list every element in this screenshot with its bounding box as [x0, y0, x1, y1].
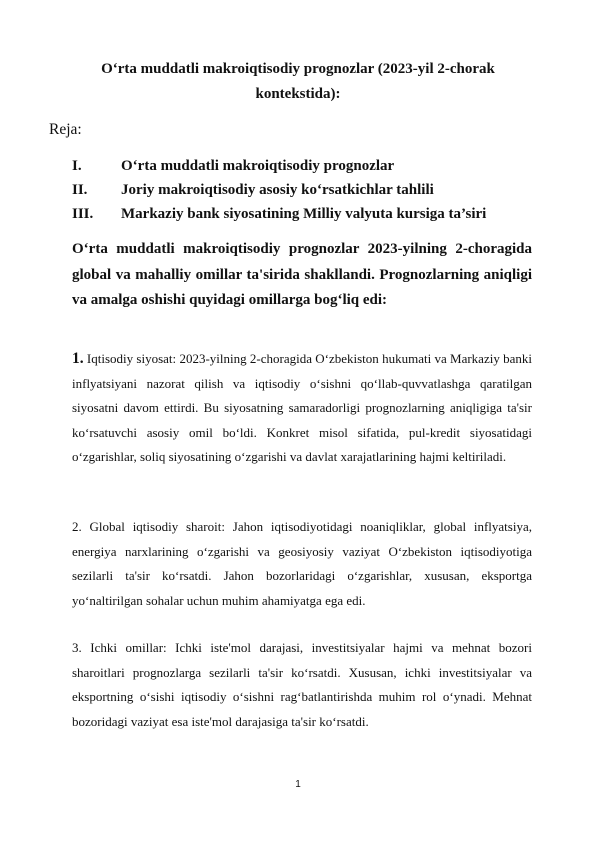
body-paragraph — [72, 347, 532, 470]
body-paragraph — [72, 636, 532, 734]
paragraph-number: 1. — [72, 350, 84, 367]
plan-item-number: II. — [72, 182, 88, 198]
body-paragraph — [72, 515, 532, 613]
document-title: O‘rta muddatli makroiqtisodiy prognozlar (2023-yil 2-chorak kontekstida): — [101, 61, 495, 102]
plan-item — [72, 178, 532, 202]
plan-item — [72, 154, 532, 178]
plan-list — [72, 154, 532, 226]
paragraph-text: 3. Ichki omillar: Ichki iste'mol darajasi, investitsiyalar hajmi va mehnat bozori sharoitlari prognozlarga sezilarli ta'sir ko‘rsatdi. Xususan, ichki investitsiyalar va eksportning o‘sishi iqtisodiy o‘sishni rag‘batlantirishda muhim rol o‘ynadi. Mehnat bozoridagi vaziyat esa iste'mol darajasiga ta'sir ko‘rsatdi. — [72, 640, 532, 729]
intro-paragraph: O‘rta muddatli makroiqtisodiy prognozlar 2023-yilning 2-choragida global va mahalliy omillar ta'sirida shakllandi. Prognozlarning aniqligi va amalga oshishi quyidagi omillarga bog‘liq edi: — [72, 241, 532, 308]
paragraph-text: 2. Global iqtisodiy sharoit: Jahon iqtisodiyotidagi noaniqliklar, global inflyatsiya, energiya narxlarining o‘zgarishi va geosiyosiy vaziyat O‘zbekiston iqtisodiyotiga sezilarli ta'sir ko‘rsatdi. Jahon bozorlaridagi o‘zgarishlar, xususan, eksportga yo‘naltirilgan sohalar uchun muhim ahamiyatga ega edi. — [72, 519, 532, 608]
plan-item-text: Markaziy bank siyosatining Milliy valyuta kursiga ta’siri — [121, 206, 487, 222]
plan-item-text: O‘rta muddatli makroiqtisodiy prognozlar — [121, 158, 395, 174]
plan-item-text: Joriy makroiqtisodiy asosiy ko‘rsatkichlar tahlili — [121, 182, 434, 198]
plan-item-number: III. — [72, 206, 94, 222]
plan-item-number: I. — [72, 158, 82, 174]
page-number: 1 — [295, 779, 301, 790]
paragraph-text: Iqtisodiy siyosat: 2023-yilning 2-choragida O‘zbekiston hukumati va Markaziy banki inflyatsiyani nazorat qilish va iqtisodiy o‘sishni qo‘llab-quvvatlashga qaratilgan siyosatni davom ettirdi. Bu siyosatning samaradorligi prognozlarning aniqligiga ta'sir ko‘rsatuvchi asosiy omil bo‘ldi. Konkret misol sifatida, pul-kredit siyosatidagi o‘zgarishlar, soliq siyosatining o‘zgarishi va davlat xarajatlarining hajmi keltiriladi. — [72, 351, 532, 464]
plan-heading: Reja: — [49, 121, 82, 138]
plan-item — [72, 202, 532, 226]
